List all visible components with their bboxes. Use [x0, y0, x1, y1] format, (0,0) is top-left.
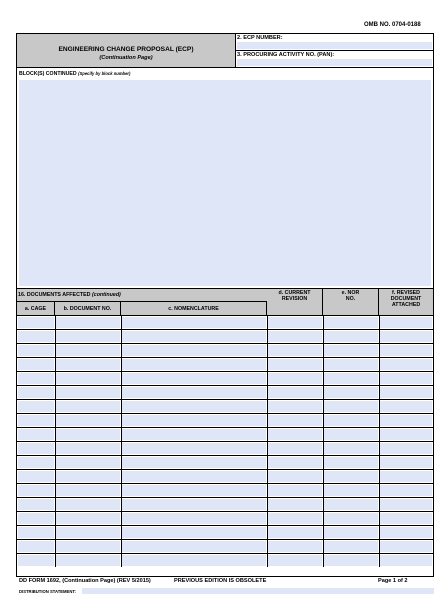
column-divider: [323, 414, 324, 427]
cell-nomenclature[interactable]: [122, 485, 266, 496]
column-divider: [55, 386, 56, 399]
cell-revised-attached[interactable]: [380, 457, 432, 468]
column-divider: [121, 554, 122, 567]
cell-revised-attached[interactable]: [380, 499, 432, 510]
column-divider: [323, 540, 324, 553]
cell-revised-attached[interactable]: [380, 429, 432, 440]
block-continued-textarea[interactable]: [19, 80, 431, 286]
form-subtitle: (Continuation Page): [99, 55, 153, 61]
column-divider: [379, 358, 380, 371]
column-divider: [121, 372, 122, 385]
table-row: [17, 497, 433, 511]
column-divider: [379, 554, 380, 567]
cell-cage[interactable]: [18, 387, 54, 398]
cell-nomenclature[interactable]: [122, 443, 266, 454]
cell-nor[interactable]: [324, 513, 378, 524]
column-divider: [379, 526, 380, 539]
cell-doc-no[interactable]: [56, 429, 120, 440]
cell-current-revision[interactable]: [268, 359, 322, 370]
block-continued-instruction: (Specify by block number): [78, 71, 131, 76]
cell-current-revision[interactable]: [268, 471, 322, 482]
ecp-number-label: 2. ECP NUMBER:: [237, 35, 283, 41]
column-divider: [121, 456, 122, 469]
column-divider: [55, 414, 56, 427]
cell-cage[interactable]: [18, 373, 54, 384]
documents-affected-title: [18, 292, 121, 298]
column-divider: [379, 372, 380, 385]
column-divider: [267, 554, 268, 567]
cell-nor[interactable]: [324, 555, 378, 566]
cell-doc-no[interactable]: [56, 415, 120, 426]
cell-nomenclature[interactable]: [122, 429, 266, 440]
cell-nomenclature[interactable]: [122, 373, 266, 384]
column-divider: [55, 316, 56, 329]
table-row: [17, 525, 433, 539]
cell-nor[interactable]: [324, 373, 378, 384]
cell-revised-attached[interactable]: [380, 401, 432, 412]
cell-revised-attached[interactable]: [380, 387, 432, 398]
column-divider: [379, 400, 380, 413]
cell-revised-attached[interactable]: [380, 541, 432, 552]
cell-doc-no[interactable]: [56, 359, 120, 370]
col-header-revised-line1: f. REVISED: [392, 290, 420, 296]
cell-nor[interactable]: [324, 499, 378, 510]
column-divider: [121, 386, 122, 399]
column-divider: [121, 330, 122, 343]
column-divider: [323, 344, 324, 357]
col-header-doc-no: b. DOCUMENT NO.: [55, 302, 121, 316]
column-divider: [267, 358, 268, 371]
column-divider: [121, 344, 122, 357]
cell-revised-attached[interactable]: [380, 345, 432, 356]
cell-doc-no[interactable]: [56, 499, 120, 510]
cell-nor[interactable]: [324, 429, 378, 440]
documents-affected-header: [17, 288, 433, 315]
obsolete-notice: PREVIOUS EDITION IS OBSOLETE: [174, 578, 267, 584]
column-divider: [267, 470, 268, 483]
column-divider: [379, 484, 380, 497]
col-header-nomenclature: c. NOMENCLATURE: [121, 302, 267, 316]
column-divider: [379, 330, 380, 343]
documents-title-qualifier: (continued): [91, 292, 121, 298]
cell-revised-attached[interactable]: [380, 415, 432, 426]
table-row: [17, 357, 433, 371]
column-divider: [379, 470, 380, 483]
cell-nor[interactable]: [324, 345, 378, 356]
column-divider: [121, 442, 122, 455]
column-divider: [55, 344, 56, 357]
cell-doc-no[interactable]: [56, 457, 120, 468]
column-divider: [323, 372, 324, 385]
cell-current-revision[interactable]: [268, 345, 322, 356]
column-divider: [267, 484, 268, 497]
column-divider: [323, 442, 324, 455]
cell-cage[interactable]: [18, 359, 54, 370]
cell-nomenclature[interactable]: [122, 513, 266, 524]
documents-title-text: 16. DOCUMENTS AFFECTED: [18, 292, 91, 298]
column-divider: [267, 372, 268, 385]
cell-nor[interactable]: [324, 401, 378, 412]
cell-doc-no[interactable]: [56, 471, 120, 482]
column-divider: [379, 498, 380, 511]
distribution-statement-field[interactable]: [82, 588, 434, 594]
cell-cage[interactable]: [18, 457, 54, 468]
column-divider: [121, 400, 122, 413]
cell-cage[interactable]: [18, 317, 54, 328]
column-divider: [55, 470, 56, 483]
cell-revised-attached[interactable]: [380, 471, 432, 482]
column-divider: [379, 344, 380, 357]
column-divider: [323, 526, 324, 539]
column-divider: [379, 512, 380, 525]
column-divider: [323, 512, 324, 525]
cell-nomenclature[interactable]: [122, 471, 266, 482]
cell-revised-attached[interactable]: [380, 513, 432, 524]
table-row: [17, 329, 433, 343]
ecp-continuation-form: [16, 33, 434, 577]
column-divider: [267, 330, 268, 343]
cell-current-revision[interactable]: [268, 331, 322, 342]
cell-current-revision[interactable]: [268, 527, 322, 538]
form-id: DD FORM 1692, (Continuation Page) (REV 5/2015): [19, 578, 151, 584]
column-divider: [55, 372, 56, 385]
cell-nomenclature[interactable]: [122, 415, 266, 426]
cell-cage[interactable]: [18, 401, 54, 412]
cell-revised-attached[interactable]: [380, 331, 432, 342]
cell-cage[interactable]: [18, 345, 54, 356]
table-row: [17, 343, 433, 357]
cell-current-revision[interactable]: [268, 415, 322, 426]
column-divider: [55, 498, 56, 511]
column-divider: [267, 414, 268, 427]
cell-current-revision[interactable]: [268, 429, 322, 440]
documents-affected-rows: [17, 315, 433, 567]
cell-doc-no[interactable]: [56, 317, 120, 328]
cell-nomenclature[interactable]: [122, 359, 266, 370]
cell-current-revision[interactable]: [268, 387, 322, 398]
col-header-nor-line1: e. NOR: [341, 290, 360, 296]
cell-cage[interactable]: [18, 331, 54, 342]
column-divider: [267, 400, 268, 413]
table-row: [17, 483, 433, 497]
cell-nor[interactable]: [324, 331, 378, 342]
column-divider: [121, 540, 122, 553]
column-divider: [267, 344, 268, 357]
cell-cage[interactable]: [18, 499, 54, 510]
omb-number: OMB NO. 0704-0188: [364, 22, 421, 28]
cell-nor[interactable]: [324, 387, 378, 398]
cell-nomenclature[interactable]: [122, 401, 266, 412]
page-number: Page 1 of 2: [378, 578, 408, 584]
cell-nor[interactable]: [324, 317, 378, 328]
cell-doc-no[interactable]: [56, 345, 120, 356]
column-divider: [55, 442, 56, 455]
column-divider: [323, 470, 324, 483]
column-divider: [55, 526, 56, 539]
cell-cage[interactable]: [18, 443, 54, 454]
column-divider: [323, 386, 324, 399]
cell-current-revision[interactable]: [268, 499, 322, 510]
column-divider: [121, 484, 122, 497]
column-divider: [379, 428, 380, 441]
column-divider: [267, 498, 268, 511]
cell-doc-no[interactable]: [56, 387, 120, 398]
cell-nomenclature[interactable]: [122, 345, 266, 356]
cell-current-revision[interactable]: [268, 541, 322, 552]
cell-cage[interactable]: [18, 429, 54, 440]
column-divider: [323, 316, 324, 329]
column-divider: [323, 330, 324, 343]
cell-nor[interactable]: [324, 457, 378, 468]
column-divider: [121, 358, 122, 371]
cell-doc-no[interactable]: [56, 541, 120, 552]
cell-revised-attached[interactable]: [380, 527, 432, 538]
table-row: [17, 441, 433, 455]
procuring-activity-field[interactable]: [237, 59, 432, 66]
column-divider: [267, 526, 268, 539]
column-divider: [121, 414, 122, 427]
table-row: [17, 455, 433, 469]
table-row: [17, 413, 433, 427]
column-divider: [55, 456, 56, 469]
cell-current-revision[interactable]: [268, 401, 322, 412]
cell-revised-attached[interactable]: [380, 443, 432, 454]
form-title: ENGINEERING CHANGE PROPOSAL (ECP): [58, 46, 194, 53]
column-divider: [323, 484, 324, 497]
column-divider: [379, 456, 380, 469]
procuring-activity-cell: [236, 51, 433, 68]
block-continued-label: [19, 71, 130, 77]
cell-doc-no[interactable]: [56, 527, 120, 538]
col-header-nor: [323, 289, 379, 316]
cell-current-revision[interactable]: [268, 513, 322, 524]
cell-nomenclature[interactable]: [122, 317, 266, 328]
cell-current-revision[interactable]: [268, 457, 322, 468]
col-header-revised-attached: [379, 289, 433, 316]
col-header-current-revision: [267, 289, 323, 316]
cell-revised-attached[interactable]: [380, 359, 432, 370]
cell-cage[interactable]: [18, 485, 54, 496]
cell-nor[interactable]: [324, 485, 378, 496]
column-divider: [55, 330, 56, 343]
column-divider: [121, 316, 122, 329]
col-header-current-revision-line1: d. CURRENT: [278, 290, 311, 296]
column-divider: [323, 498, 324, 511]
column-divider: [55, 400, 56, 413]
cell-nor[interactable]: [324, 443, 378, 454]
column-divider: [121, 498, 122, 511]
table-row: [17, 539, 433, 553]
cell-nomenclature[interactable]: [122, 387, 266, 398]
column-divider: [121, 512, 122, 525]
cell-current-revision[interactable]: [268, 317, 322, 328]
cell-nomenclature[interactable]: [122, 457, 266, 468]
column-divider: [267, 512, 268, 525]
cell-nomenclature[interactable]: [122, 331, 266, 342]
cell-cage[interactable]: [18, 471, 54, 482]
column-divider: [55, 554, 56, 567]
column-divider: [379, 442, 380, 455]
cell-cage[interactable]: [18, 415, 54, 426]
cell-current-revision[interactable]: [268, 485, 322, 496]
table-row: [17, 469, 433, 483]
cell-nomenclature[interactable]: [122, 499, 266, 510]
column-divider: [323, 456, 324, 469]
cell-nor[interactable]: [324, 471, 378, 482]
col-header-current-revision-line2: REVISION: [281, 296, 308, 302]
table-row: [17, 511, 433, 525]
cell-cage[interactable]: [18, 541, 54, 552]
cell-revised-attached[interactable]: [380, 373, 432, 384]
cell-current-revision[interactable]: [268, 555, 322, 566]
cell-doc-no[interactable]: [56, 401, 120, 412]
ecp-number-cell: [236, 34, 433, 51]
column-divider: [379, 540, 380, 553]
cell-nor[interactable]: [324, 527, 378, 538]
cell-doc-no[interactable]: [56, 555, 120, 566]
column-divider: [55, 512, 56, 525]
table-row: [17, 553, 433, 567]
cell-current-revision[interactable]: [268, 373, 322, 384]
cell-doc-no[interactable]: [56, 373, 120, 384]
table-row: [17, 371, 433, 385]
column-divider: [55, 428, 56, 441]
cell-nomenclature[interactable]: [122, 555, 266, 566]
cell-revised-attached[interactable]: [380, 317, 432, 328]
column-divider: [267, 540, 268, 553]
cell-revised-attached[interactable]: [380, 485, 432, 496]
column-divider: [267, 442, 268, 455]
block-continued-header: [17, 68, 433, 80]
cell-doc-no[interactable]: [56, 331, 120, 342]
column-divider: [323, 428, 324, 441]
column-divider: [55, 358, 56, 371]
cell-nomenclature[interactable]: [122, 541, 266, 552]
cell-nor[interactable]: [324, 359, 378, 370]
column-divider: [267, 386, 268, 399]
table-row: [17, 427, 433, 441]
form-title-cell: [17, 34, 236, 68]
col-header-nor-line2: NO.: [345, 296, 356, 302]
cell-doc-no[interactable]: [56, 513, 120, 524]
cell-nor[interactable]: [324, 541, 378, 552]
col-header-revised-line3: ATTACHED: [391, 302, 421, 308]
column-divider: [55, 484, 56, 497]
column-divider: [379, 316, 380, 329]
block-continued-title: BLOCK(S) CONTINUED: [19, 71, 77, 77]
column-divider: [121, 470, 122, 483]
table-row: [17, 315, 433, 329]
cell-cage[interactable]: [18, 527, 54, 538]
ecp-number-field[interactable]: [237, 42, 432, 49]
cell-nomenclature[interactable]: [122, 527, 266, 538]
procuring-activity-label: 3. PROCURING ACTIVITY NO. (PAN):: [237, 52, 335, 58]
cell-nor[interactable]: [324, 415, 378, 426]
cell-doc-no[interactable]: [56, 443, 120, 454]
distribution-statement-label: DISTRIBUTION STATEMENT:: [19, 589, 76, 594]
column-divider: [379, 386, 380, 399]
column-divider: [121, 526, 122, 539]
column-divider: [323, 358, 324, 371]
column-divider: [55, 540, 56, 553]
column-divider: [267, 316, 268, 329]
col-header-revised-line2: DOCUMENT: [390, 296, 422, 302]
cell-cage[interactable]: [18, 555, 54, 566]
cell-current-revision[interactable]: [268, 443, 322, 454]
documents-affected-title-cell: [17, 289, 267, 302]
column-divider: [267, 456, 268, 469]
column-divider: [323, 400, 324, 413]
column-divider: [121, 428, 122, 441]
table-row: [17, 399, 433, 413]
table-row: [17, 385, 433, 399]
column-divider: [379, 414, 380, 427]
cell-cage[interactable]: [18, 513, 54, 524]
cell-revised-attached[interactable]: [380, 555, 432, 566]
column-divider: [323, 554, 324, 567]
column-divider: [267, 428, 268, 441]
cell-doc-no[interactable]: [56, 485, 120, 496]
col-header-cage: a. CAGE: [17, 302, 55, 316]
